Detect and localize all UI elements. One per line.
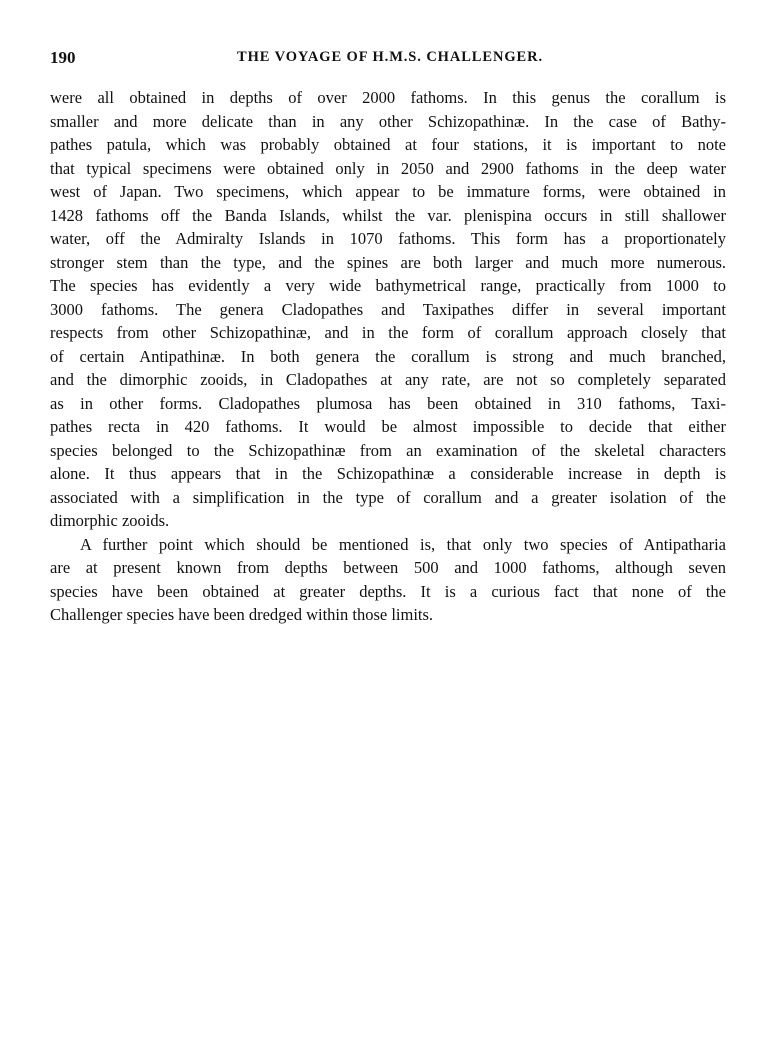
text-line: water, off the Admiralty Islands in 1070 fathoms. This form has a proportionately xyxy=(50,229,726,248)
text-line: 1428 fathoms off the Banda Islands, whilst the var. plenispina occurs in still shallower xyxy=(50,205,726,225)
text-line: alone. It thus appears that in the Schizopathinæ a considerable increase in depth is xyxy=(50,464,726,483)
text-line: were all obtained in depths of over 2000 fathoms. In this genus the corallum is xyxy=(50,88,726,107)
text-line: stronger stem than the type, and the spines are both larger and much more numerous. xyxy=(50,252,726,272)
text-line: 3000 fathoms. The genera Cladopathes and Taxipathes differ in several important xyxy=(50,299,726,319)
text-line: associated with a simplification in the type of corallum and a greater isolation of the xyxy=(50,487,726,507)
text-line: that typical specimens were obtained only in 2050 and 2900 fathoms in the deep water xyxy=(50,158,726,178)
text-line: pathes recta in 420 fathoms. It would be almost impossible to decide that either xyxy=(50,417,726,436)
text-line: The species has evidently a very wide bathymetrical range, practically from 1000 to xyxy=(50,276,726,295)
text-line: smaller and more delicate than in any other Schizopathinæ. In the case of Bathy- xyxy=(50,111,726,131)
text-line: respects from other Schizopathinæ, and in the form of corallum approach closely that xyxy=(50,323,726,342)
body-text xyxy=(50,86,726,627)
text-line: A further point which should be mentioned is, that only two species of Antipatharia xyxy=(80,534,726,554)
text-line: as in other forms. Cladopathes plumosa has been obtained in 310 fathoms, Taxi- xyxy=(50,393,726,413)
page-header xyxy=(50,48,730,72)
page-number: 190 xyxy=(50,48,76,67)
text-line: species belonged to the Schizopathinæ from an examination of the skeletal characters xyxy=(50,440,726,460)
text-line: and the dimorphic zooids, in Cladopathes at any rate, are not so completely separated xyxy=(50,370,726,389)
text-line: are at present known from depths between 500 and 1000 fathoms, although seven xyxy=(50,558,726,577)
text-line: west of Japan. Two specimens, which appear to be immature forms, were obtained in xyxy=(50,182,726,201)
text-line: pathes patula, which was probably obtained at four stations, it is important to note xyxy=(50,135,726,154)
text-line: dimorphic zooids. xyxy=(50,511,170,530)
text-line: species have been obtained at greater depths. It is a curious fact that none of the xyxy=(50,581,726,601)
text-line: Challenger species have been dredged within those limits. xyxy=(50,605,434,624)
text-line: of certain Antipathinæ. In both genera the corallum is strong and much branched, xyxy=(50,346,726,366)
running-title: THE VOYAGE OF H.M.S. CHALLENGER. xyxy=(237,49,543,65)
